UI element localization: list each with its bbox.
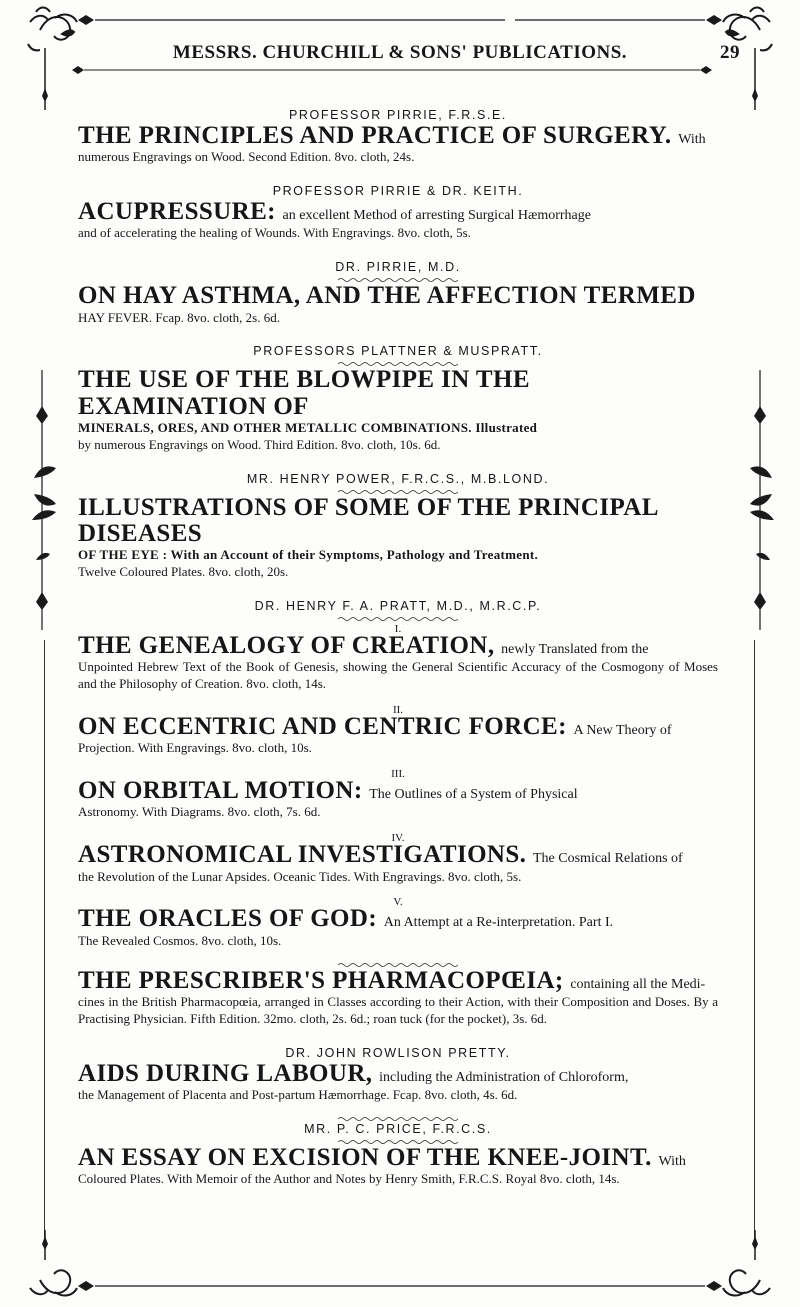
title-continuation: including the Administration of Chloroform, (379, 1069, 629, 1085)
book-title: AIDS DURING LABOUR, (78, 1059, 373, 1087)
book-description: the Revolution of the Lunar Apsides. Oceanic Tides. With Engravings. 8vo. cloth, 5s. (78, 868, 522, 884)
publication-entry (78, 624, 718, 693)
title-continuation: newly Translated from the (501, 641, 649, 657)
publication-entry (78, 283, 718, 326)
author-heading: DR. JOHN ROWLISON PRETTY. (285, 1045, 511, 1060)
page-number: 29 (720, 42, 740, 63)
page-header (60, 42, 740, 64)
publication-entry (78, 769, 718, 821)
left-margin-rule (44, 640, 45, 1240)
book-title: THE PRINCIPLES AND PRACTICE OF SURGERY. (78, 122, 672, 149)
publication-entry (78, 367, 718, 453)
entry-numeral: IV. (391, 832, 405, 845)
title-continuation: With (658, 1153, 686, 1169)
book-title: ASTRONOMICAL INVESTIGATIONS. (78, 841, 527, 869)
title-continuation: an excellent Method of arresting Surgical Hæmorrhage (282, 208, 591, 224)
publication-entry (78, 495, 718, 581)
publication-entry (78, 199, 718, 242)
book-description: The Revealed Cosmos. 8vo. cloth, 10s. (78, 932, 282, 948)
publication-section (78, 962, 718, 1028)
book-description: the Management of Placenta and Post-partum Hæmorrhage. Fcap. 8vo. cloth, 4s. 6d. (78, 1086, 518, 1102)
header-title: MESSRS. CHURCHILL & SONS' PUBLICATIONS. (172, 42, 628, 63)
book-subtitle: MINERALS, ORES, AND OTHER METALLIC COMBINATIONS. Illustrated (78, 419, 538, 435)
publication-entry (78, 123, 718, 166)
catalogue-content (78, 108, 718, 1188)
book-title: ON ORBITAL MOTION: (78, 777, 363, 805)
publication-entry (78, 705, 718, 757)
book-description: Astronomy. With Diagrams. 8vo. cloth, 7s. 6d. (78, 804, 321, 820)
publication-section (78, 1046, 718, 1104)
title-continuation: An Attempt at a Re-interpretation. Part I. (383, 915, 614, 931)
book-description: numerous Engravings on Wood. Second Edition. 8vo. cloth, 24s. (78, 149, 415, 165)
publication-section (78, 344, 718, 453)
right-margin-rule (754, 640, 755, 1240)
book-description: and of accelerating the healing of Wounds. With Engravings. 8vo. cloth, 5s. (78, 225, 471, 241)
bottom-border-ornament (0, 1230, 800, 1307)
author-heading: DR. PIRRIE, M.D. (335, 260, 461, 275)
book-title: ON HAY ASTHMA, AND THE AFFECTION TERMED (78, 282, 696, 310)
publication-entry (78, 897, 718, 949)
book-title: ACUPRESSURE: (78, 198, 276, 226)
book-title: THE ORACLES OF GOD: (78, 905, 378, 933)
book-title: ON ECCENTRIC AND CENTRIC FORCE: (78, 713, 567, 741)
author-heading: PROFESSOR PIRRIE, F.R.S.E. (288, 108, 508, 122)
publication-section (78, 1116, 718, 1188)
entry-numeral: I. (394, 622, 402, 635)
book-title: AN ESSAY ON EXCISION OF THE KNEE-JOINT. (78, 1143, 652, 1171)
book-description: Coloured Plates. With Memoir of the Author and Notes by Henry Smith, F.R.C.S. Royal 8vo. cloth, 14s. (78, 1171, 620, 1186)
publication-entry (78, 1145, 718, 1188)
title-continuation: The Cosmical Relations of (533, 851, 683, 867)
publication-section (78, 108, 718, 166)
book-description: cines in the British Pharmacopœia, arranged in Classes according to their Action, with their Composition and Doses. By a Practising Physician. Fifth Edition. 32mo. cloth, 2s. 6d.; roan tuck (for the pocket), 3s. 6d. (78, 993, 718, 1026)
book-title: THE PRESCRIBER'S PHARMACOPŒIA; (78, 966, 564, 994)
publication-entry (78, 968, 718, 1028)
wavy-rule (338, 616, 458, 622)
title-continuation: A New Theory of (573, 723, 672, 739)
book-description: by numerous Engravings on Wood. Third Edition. 8vo. cloth, 10s. 6d. (78, 436, 441, 452)
book-title: ILLUSTRATIONS OF SOME OF THE PRINCIPAL DISEASES (78, 493, 658, 547)
author-heading: DR. HENRY F. A. PRATT, M.D., M.R.C.P. (254, 598, 542, 613)
entry-numeral: III. (391, 768, 405, 781)
title-continuation: With (678, 132, 706, 147)
publication-section (78, 184, 718, 242)
book-description: HAY FEVER. Fcap. 8vo. cloth, 2s. 6d. (78, 309, 280, 325)
author-heading: MR. HENRY POWER, F.R.C.S., M.B.LOND. (246, 471, 550, 486)
title-continuation: The Outlines of a System of Physical (369, 787, 578, 803)
book-description: Projection. With Engravings. 8vo. cloth, 10s. (78, 740, 312, 756)
book-subtitle: OF THE EYE : With an Account of their Symptoms, Pathology and Treatment. (78, 547, 539, 563)
publication-section (78, 599, 718, 950)
publication-section (78, 260, 718, 326)
entry-numeral: II. (392, 704, 404, 717)
author-heading: PROFESSOR PIRRIE & DR. KEITH. (272, 184, 524, 199)
author-heading: PROFESSORS PLATTNER & MUSPRATT. (253, 344, 543, 359)
book-description: Twelve Coloured Plates. 8vo. cloth, 20s. (78, 564, 289, 580)
left-side-ornament (30, 370, 70, 630)
author-heading: MR. P. C. PRICE, F.R.C.S. (304, 1121, 492, 1136)
diamond-icon (78, 15, 94, 25)
publication-entry (78, 1061, 718, 1104)
book-title: THE GENEALOGY OF CREATION, (78, 631, 495, 659)
publication-entry (78, 833, 718, 885)
right-side-ornament (738, 370, 778, 630)
publication-section (78, 472, 718, 581)
entry-numeral: V. (393, 896, 403, 909)
book-description: Unpointed Hebrew Text of the Book of Genesis, showing the General Scientific Accuracy of the Cosmogony of Moses and the Philosophy of Creation. 8vo. cloth, 14s. (78, 659, 718, 692)
book-title: THE USE OF THE BLOWPIPE IN THE EXAMINATION OF (78, 366, 530, 420)
title-continuation: containing all the Medi- (570, 976, 706, 992)
